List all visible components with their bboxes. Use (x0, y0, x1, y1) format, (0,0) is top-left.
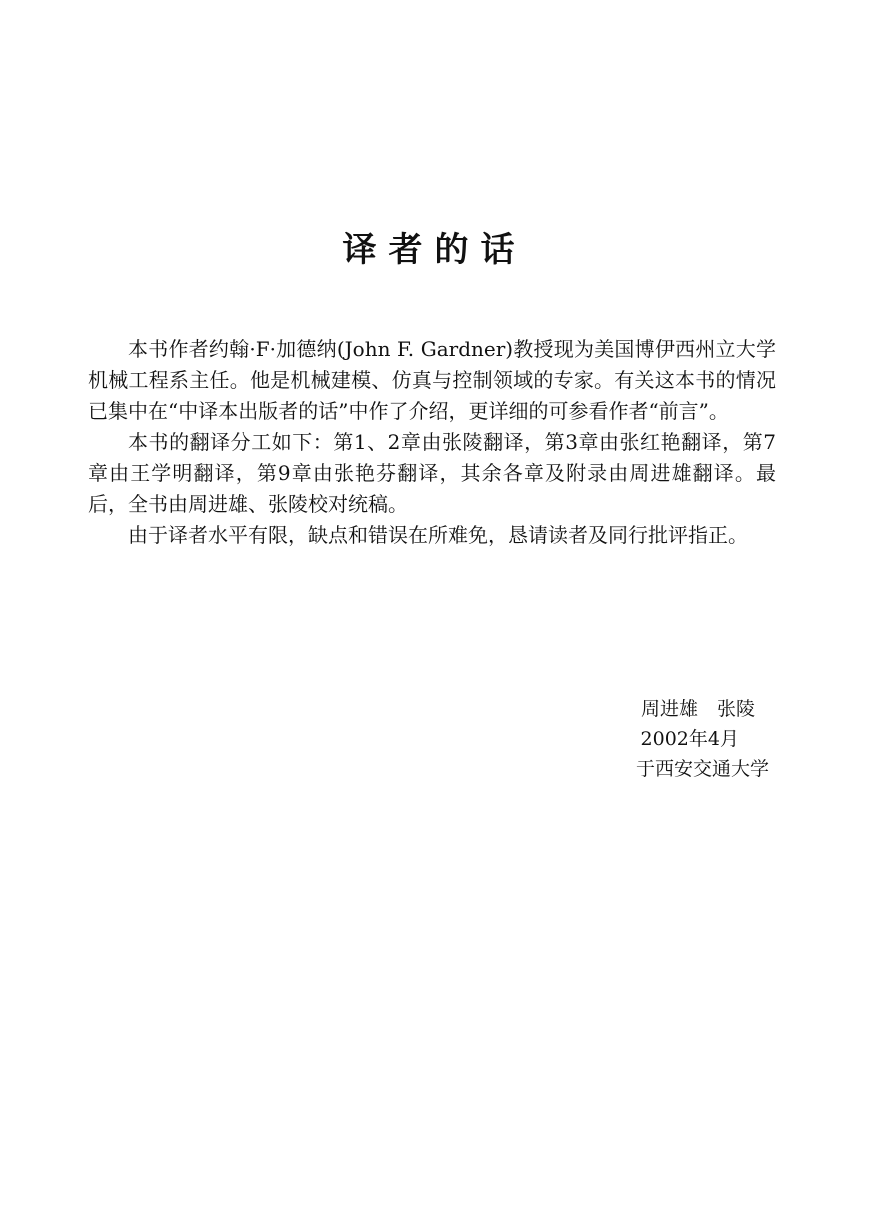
signature-date: 2002年4月 (640, 728, 739, 750)
body-text (88, 334, 776, 551)
paragraph-author-intro: 本书作者约翰·F·加德纳(John F. Gardner)教授现为美国博伊西州立大学机械工程系主任。他是机械建模、仿真与控制领域的专家。有关这本书的情况已集中在“中译本出版者的话”中作了介绍，更详细的可参看作者“前言”。 (88, 337, 776, 423)
signature-block (569, 694, 769, 784)
translator-names: 周进雄 张陵 (640, 698, 755, 720)
paragraph-disclaimer: 由于译者水平有限，缺点和错误在所难免，恳请读者及同行批评指正。 (128, 523, 748, 547)
page-title: 译者的话 (342, 230, 527, 270)
signature-place: 于西安交通大学 (635, 758, 769, 780)
paragraph-translation-division: 本书的翻译分工如下：第1、2章由张陵翻译，第3章由张红艳翻译，第7章由王学明翻译，第9章由张艳芬翻译，其余各章及附录由周进雄翻译。最后，全书由周进雄、张陵校对统稿。 (88, 430, 776, 516)
